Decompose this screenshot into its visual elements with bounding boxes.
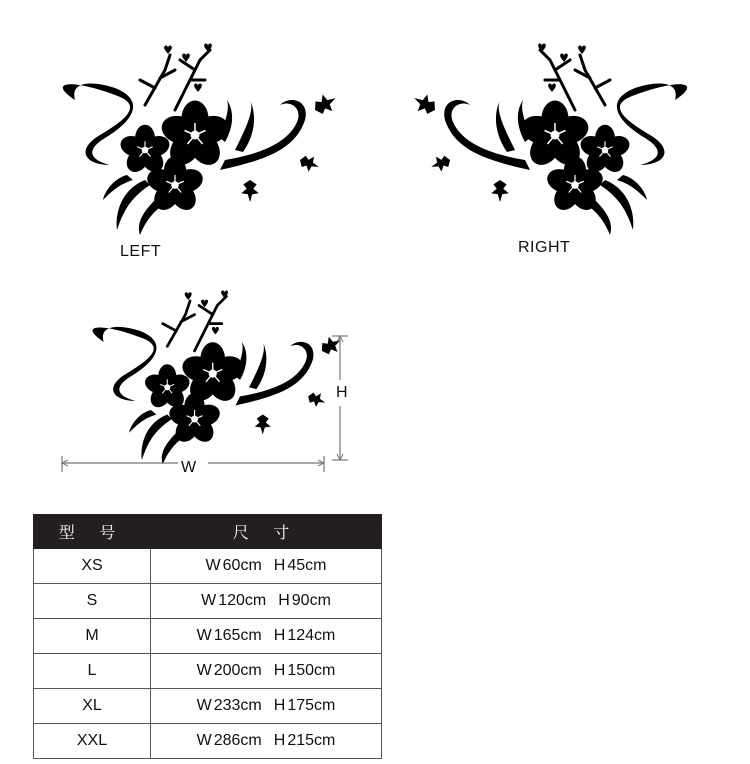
width-prefix: W [196,662,212,679]
height-value: 215cm [287,732,336,749]
size-code: S [34,584,151,619]
table-row [34,584,382,619]
width-value: 233cm [213,697,262,714]
right-decal-graphic [400,0,730,240]
height-value: 90cm [291,592,331,609]
size-code: XXL [34,724,151,759]
height-prefix: H [273,662,286,679]
width-value: 200cm [213,662,262,679]
table-row [34,689,382,724]
width-prefix: W [196,627,212,644]
size-table [33,514,382,759]
size-dimensions [151,689,382,724]
width-value: 120cm [218,592,267,609]
header-size: 尺 寸 [151,515,382,549]
height-value: 124cm [287,627,336,644]
size-code: L [34,654,151,689]
height-prefix: H [273,627,286,644]
left-label: LEFT [120,243,162,260]
height-value: 150cm [287,662,336,679]
width-value: 165cm [213,627,262,644]
table-row [34,654,382,689]
width-value: 286cm [213,732,262,749]
table-row [34,619,382,654]
height-value: 45cm [287,557,327,574]
table-row [34,549,382,584]
height-prefix: H [273,732,286,749]
left-decal-graphic [5,0,335,240]
height-prefix: H [273,557,286,574]
size-dimensions [151,654,382,689]
height-prefix: H [278,592,290,609]
width-label: W [181,459,197,476]
size-dimensions [151,549,382,584]
height-value: 175cm [287,697,336,714]
width-prefix: W [196,732,212,749]
width-prefix: W [201,592,217,609]
size-table-header [34,515,382,549]
height-label: H [336,384,349,401]
size-code: M [34,619,151,654]
table-row [34,724,382,759]
width-value: 60cm [222,557,262,574]
right-label: RIGHT [518,239,571,256]
size-code: XL [34,689,151,724]
header-model: 型 号 [34,515,151,549]
size-code: XS [34,549,151,584]
width-prefix: W [205,557,221,574]
dimension-decal-graphic [40,250,340,470]
size-dimensions [151,724,382,759]
size-dimensions [151,619,382,654]
size-dimensions [151,584,382,619]
height-prefix: H [273,697,286,714]
width-prefix: W [196,697,212,714]
